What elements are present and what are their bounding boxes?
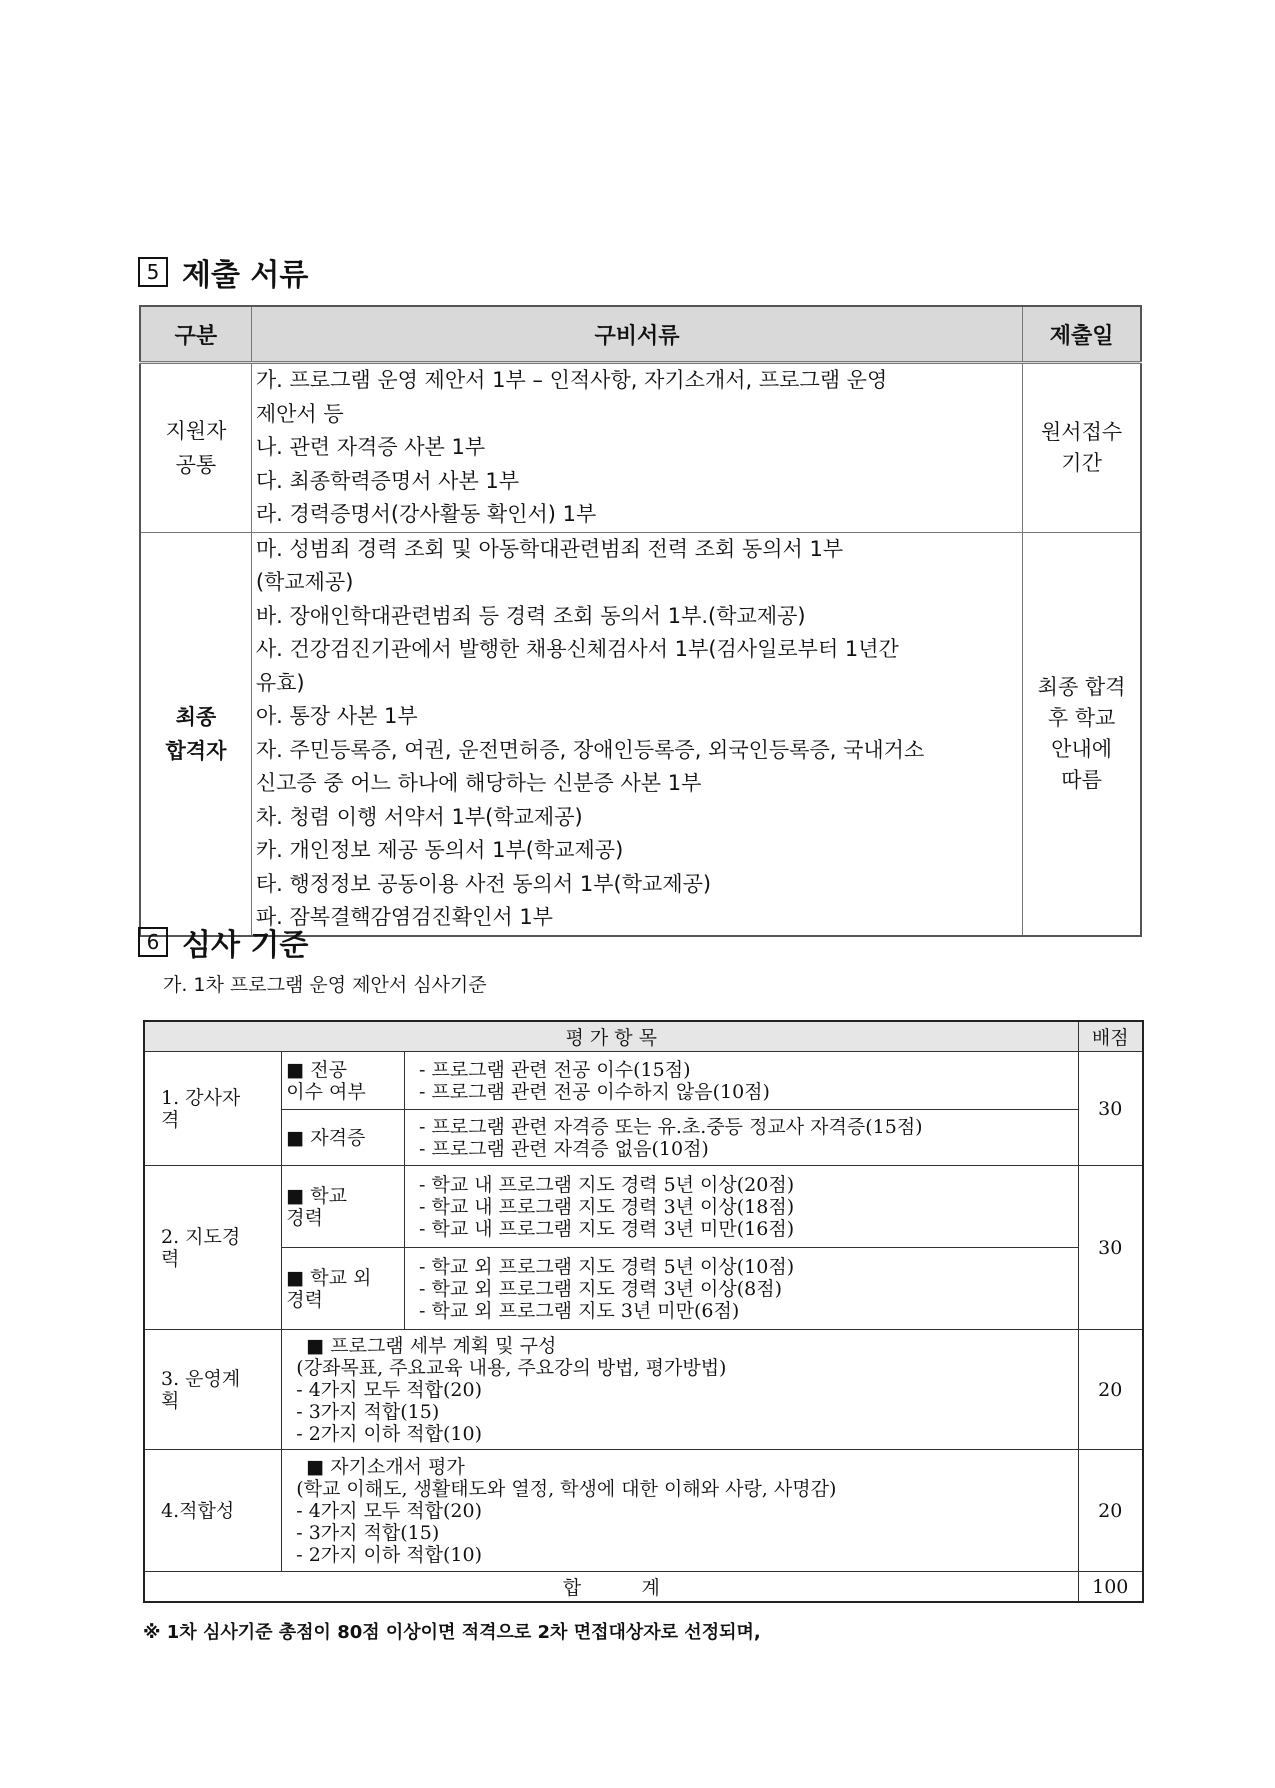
group-score-1: 30: [1078, 1052, 1143, 1166]
section5-title-text: 제출 서류: [182, 258, 309, 293]
list-item: 제안서 등: [255, 401, 344, 426]
list-item: 바. 장애인학대관련범죄 등 경력 조회 동의서 1부.(학교제공): [255, 603, 806, 628]
table-row: [144, 1052, 1143, 1110]
list-item: 마. 성범죄 경력 조회 및 아동학대관련범죄 전력 조회 동의서 1부: [255, 536, 844, 561]
section5-title: [138, 250, 308, 294]
list-item: 신고증 중 어느 하나에 해당하는 신분증 사본 1부: [255, 771, 702, 795]
total-score: 100: [1078, 1572, 1143, 1603]
total-row: [144, 1572, 1143, 1603]
documents-row-final: [140, 532, 1141, 936]
category-common: 지원자 공통: [140, 363, 251, 533]
items-common: [251, 363, 1022, 533]
list-item: 가. 프로그램 운영 제안서 1부 – 인적사항, 자기소개서, 프로그램 운영: [255, 368, 888, 392]
header-eval-items: 평 가 항 목: [144, 1021, 1078, 1052]
list-item: 다. 최종학력증명서 사본 1부: [255, 468, 520, 493]
group-score-3: 20: [1078, 1330, 1143, 1450]
documents-table: [139, 305, 1142, 937]
list-item: (학교제공): [255, 570, 354, 594]
section6-title-text: 심사 기준: [182, 928, 309, 963]
sub-label: ■ 학교 경력: [282, 1166, 405, 1248]
group-details-4: ■ 자기소개서 평가 (학교 이해도, 생활태도와 열정, 학생에 대한 이해와 사랑, 사명감) - 4가지 모두 적합(20) - 3가지 적합(15) - 2가지 이하 적합(10): [282, 1450, 1078, 1572]
sub-details: - 프로그램 관련 자격증 또는 유.초.중등 정교사 자격증(15점) - 프로그램 관련 자격증 없음(10점): [405, 1110, 1079, 1166]
table-row: [144, 1450, 1143, 1572]
list-item: 유효): [255, 670, 305, 695]
criteria-header-row: [144, 1021, 1143, 1052]
list-item: 라. 경력증명서(강사활동 확인서) 1부: [255, 502, 597, 526]
list-item: 자. 주민등록증, 여권, 운전면허증, 장애인등록증, 외국인등록증, 국내거소: [255, 737, 925, 762]
category-final: 최종 합격자: [140, 532, 251, 936]
sub-details: - 학교 내 프로그램 지도 경력 5년 이상(20점) - 학교 내 프로그램 지도 경력 3년 이상(18점) - 학교 내 프로그램 지도 경력 3년 미만(16점): [405, 1166, 1079, 1248]
criteria-table: [143, 1020, 1144, 1603]
header-documents: 구비서류: [251, 306, 1022, 363]
section6-number: 6: [138, 927, 168, 957]
header-score: 배점: [1078, 1021, 1143, 1052]
documents-row-common: [140, 363, 1141, 533]
table-row: [144, 1330, 1143, 1450]
list-item: 아. 통장 사본 1부: [255, 704, 418, 728]
section5-number: 5: [138, 257, 168, 287]
total-label: 합 계: [144, 1572, 1078, 1603]
list-item: 파. 잠복결핵감염검진확인서 1부: [255, 905, 553, 929]
table-row: [144, 1248, 1143, 1330]
list-item: 타. 행정정보 공동이용 사전 동의서 1부(학교제공): [255, 871, 712, 896]
documents-header-row: [140, 306, 1141, 363]
list-item: 차. 청렴 이행 서약서 1부(학교제공): [255, 804, 583, 829]
date-common: 원서접수 기간: [1023, 363, 1141, 533]
group-label-3: 3. 운영계 획: [144, 1330, 282, 1450]
group-details-3: ■ 프로그램 세부 계획 및 구성 (강좌목표, 주요교육 내용, 주요강의 방법, 평가방법) - 4가지 모두 적합(20) - 3가지 적합(15) - 2가지 이하 적합(10): [282, 1330, 1078, 1450]
list-item: 사. 건강검진기관에서 발행한 채용신체검사서 1부(검사일로부터 1년간: [255, 637, 899, 661]
section6-title: [138, 920, 308, 964]
table-row: [144, 1110, 1143, 1166]
date-final: 최종 합격 후 학교 안내에 따름: [1023, 532, 1141, 936]
list-item: 카. 개인정보 제공 동의서 1부(학교제공): [255, 838, 624, 862]
table-row: [144, 1166, 1143, 1248]
group-label-1: 1. 강사자 격: [144, 1052, 282, 1166]
group-score-2: 30: [1078, 1166, 1143, 1330]
list-item: 나. 관련 자격증 사본 1부: [255, 435, 486, 459]
group-label-2: 2. 지도경 력: [144, 1166, 282, 1330]
group-label-4: 4.적합성: [144, 1450, 282, 1572]
header-date: 제출일: [1023, 306, 1141, 363]
footnote: ※ 1차 심사기준 총점이 80점 이상이면 적격으로 2차 면접대상자로 선정되며,: [143, 1622, 761, 1643]
sub-details: - 프로그램 관련 전공 이수(15점) - 프로그램 관련 전공 이수하지 않음(10점): [405, 1052, 1079, 1110]
sub-label: ■ 자격증: [282, 1110, 405, 1166]
items-final: [251, 532, 1022, 936]
sub-label: ■ 전공 이수 여부: [282, 1052, 405, 1110]
header-category: 구분: [140, 306, 251, 363]
group-score-4: 20: [1078, 1450, 1143, 1572]
criteria-subtitle: 가. 1차 프로그램 운영 제안서 심사기준: [163, 974, 487, 996]
sub-details: - 학교 외 프로그램 지도 경력 5년 이상(10점) - 학교 외 프로그램 지도 경력 3년 이상(8점) - 학교 외 프로그램 지도 3년 미만(6점): [405, 1248, 1079, 1330]
sub-label: ■ 학교 외 경력: [282, 1248, 405, 1330]
